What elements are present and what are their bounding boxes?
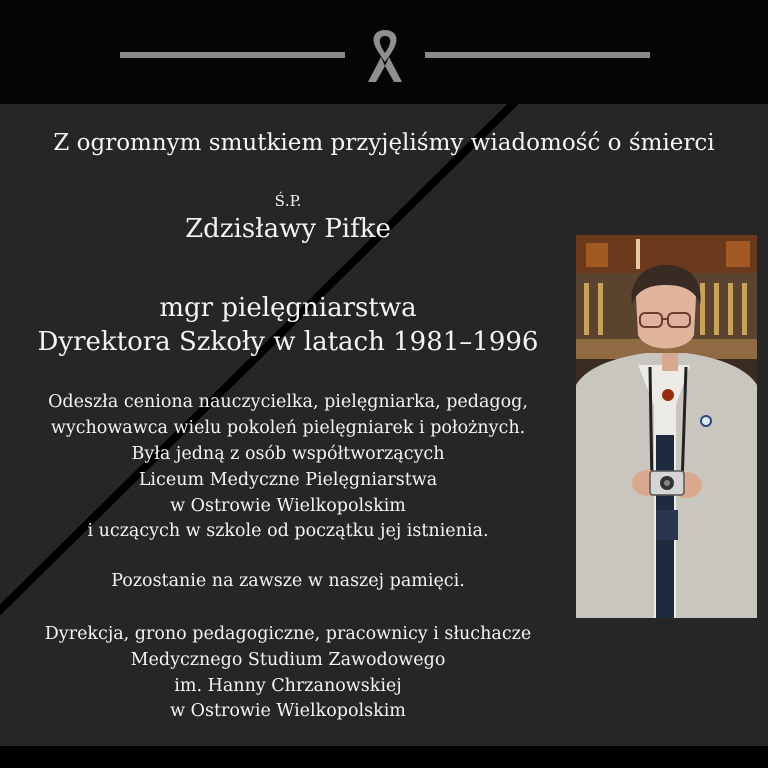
signature-line: Medycznego Studium Zawodowego (130, 650, 446, 670)
tribute-line: wychowawca wielu pokoleń pielęgniarek i położnych. (50, 418, 526, 438)
honorific: Ś.P. (274, 192, 302, 210)
left-divider (120, 52, 345, 58)
tribute-line: Liceum Medyczne Pielęgniarstwa (138, 470, 438, 490)
deceased-name: Zdzisławy Pifke (185, 214, 391, 244)
signature-line: im. Hanny Chrzanowskiej (174, 676, 402, 696)
role: Dyrektora Szkoły w latach 1981–1996 (37, 327, 539, 357)
signature-line: w Ostrowie Wielkopolskim (170, 701, 406, 721)
tribute-line: i uczących w szkole od początku jej istnienia. (87, 521, 489, 541)
tribute-line: Była jedną z osób współtworzących (131, 444, 445, 464)
right-divider (425, 52, 650, 58)
headline: Z ogromnym smutkiem przyjęliśmy wiadomość o śmierci (53, 130, 715, 156)
degree: mgr pielęgniarstwa (159, 293, 417, 323)
remembrance: Pozostanie na zawsze w naszej pamięci. (111, 571, 465, 591)
bottom-bar (0, 746, 768, 768)
tribute-line: w Ostrowie Wielkopolskim (170, 496, 406, 516)
signature-line: Dyrekcja, grono pedagogiczne, pracownicy i słuchacze (44, 624, 532, 644)
mourning-ribbon-icon (362, 26, 408, 86)
portrait-photo (576, 235, 757, 618)
top-bar (0, 0, 768, 104)
tribute-line: Odeszła ceniona nauczycielka, pielęgniarka, pedagog, (48, 392, 528, 412)
